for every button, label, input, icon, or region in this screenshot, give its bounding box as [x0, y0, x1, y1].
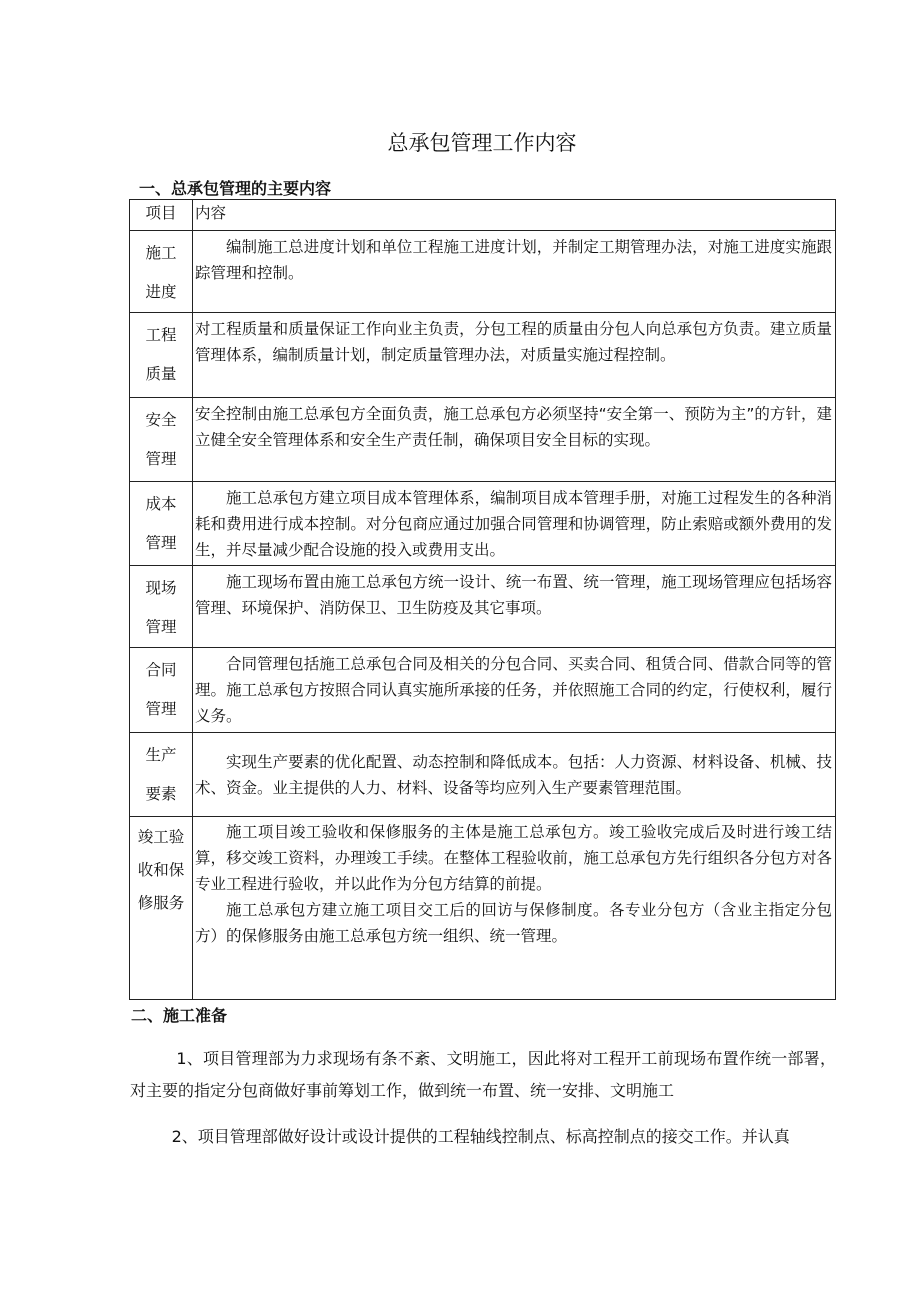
row-content [193, 231, 836, 313]
row-paragraph: 对工程质量和质量保证工作向业主负责，分包工程的质量由分包人向总承包方负责。建立质量管理体系，编制质量计划，制定质量管理办法，对质量实施过程控制。 [195, 320, 832, 364]
table-row [130, 313, 836, 398]
table-header-row [130, 200, 836, 231]
row-paragraph: 合同管理包括施工总承包合同及相关的分包合同、买卖合同、租赁合同、借款合同等的管理。施工总承包方按照合同认真实施所承接的任务，并依照施工合同的约定，行使权利，履行义务。 [195, 655, 832, 725]
section-2-body [130, 1043, 836, 1107]
row-label: 安全 管理 [130, 398, 193, 482]
row-content [193, 313, 836, 398]
row-content [193, 817, 836, 1000]
row-paragraph: 施工现场布置由施工总承包方统一设计、统一布置、统一管理，施工现场管理应包括场容管理、环境保护、消防保卫、卫生防疫及其它事项。 [195, 573, 832, 617]
management-table [129, 199, 836, 1000]
row-content [193, 482, 836, 566]
row-paragraph: 施工总承包方建立项目成本管理体系，编制项目成本管理手册，对施工过程发生的各种消耗和费用进行成本控制。对分包商应通过加强合同管理和协调管理，防止索赔或额外费用的发生，并尽量减少配合设施的投入或费用支出。 [195, 489, 832, 559]
row-paragraph: 编制施工总进度计划和单位工程施工进度计划，并制定工期管理办法，对施工进度实施跟踪管理和控制。 [195, 238, 832, 282]
table-row [130, 482, 836, 566]
table-row [130, 733, 836, 817]
row-paragraph: 安全控制由施工总承包方全面负责，施工总承包方必须坚持“安全第一、预防为主”的方针，建立健全安全管理体系和安全生产责任制，确保项目安全目标的实现。 [195, 405, 832, 449]
header-content: 内容 [193, 200, 836, 231]
body-paragraph: 2、项目管理部做好设计或设计提供的工程轴线控制点、标高控制点的接交工作。并认真 [171, 1127, 790, 1146]
row-label: 现场 管理 [130, 566, 193, 648]
row-paragraph: 施工总承包方建立施工项目交工后的回访与保修制度。各专业分包方（含业主指定分包方）的保修服务由施工总承包方统一组织、统一管理。 [195, 901, 832, 945]
section-2-heading: 二、施工准备 [131, 1006, 228, 1025]
row-content [193, 398, 836, 482]
table-row [130, 398, 836, 482]
table-row [130, 648, 836, 733]
row-paragraph: 施工项目竣工验收和保修服务的主体是施工总承包方。竣工验收完成后及时进行竣工结算，移交竣工资料，办理竣工手续。在整体工程验收前，施工总承包方先行组织各分包方对各专业工程进行验收，并以此作为分包方结算的前提。 [195, 823, 832, 893]
row-label: 生产 要素 [130, 733, 193, 817]
header-item: 项目 [130, 200, 193, 231]
table-row [130, 817, 836, 1000]
table-row [130, 231, 836, 313]
row-label: 合同 管理 [130, 648, 193, 733]
row-content [193, 733, 836, 817]
table-row [130, 566, 836, 648]
page-title: 总承包管理工作内容 [387, 131, 577, 155]
row-content [193, 648, 836, 733]
row-label: 成本 管理 [130, 482, 193, 566]
body-paragraph: 1、项目管理部为力求现场有条不紊、文明施工，因此将对工程开工前现场布置作统一部署，对主要的指定分包商做好事前筹划工作，做到统一布置、统一安排、文明施工 [130, 1049, 836, 1100]
section-1-heading: 一、总承包管理的主要内容 [139, 179, 332, 198]
row-paragraph: 实现生产要素的优化配置、动态控制和降低成本。包括：人力资源、材料设备、机械、技术、资金。业主提供的人力、材料、设备等均应列入生产要素管理范围。 [195, 753, 832, 797]
row-label: 工程 质量 [130, 313, 193, 398]
row-content [193, 566, 836, 648]
row-label: 竣工验 收和保 修服务 [130, 817, 193, 1000]
row-label: 施工 进度 [130, 231, 193, 313]
section-2-body [130, 1121, 836, 1153]
